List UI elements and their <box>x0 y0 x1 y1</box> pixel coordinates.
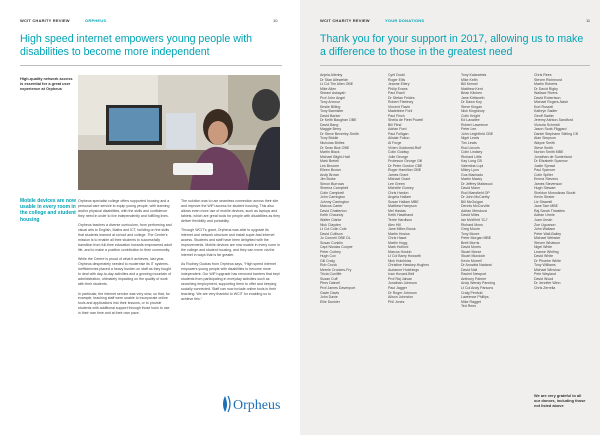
donor-name: Mel Hastas <box>388 208 406 213</box>
donor-name: David White <box>534 254 554 259</box>
donor-name: David Mann <box>461 186 480 191</box>
donor-name: Chris Rees <box>534 73 552 77</box>
donor-name: Dr Peter Gordon CBE <box>388 163 423 168</box>
donor-name: Gill Craig <box>320 258 335 263</box>
donor-name: Gus Machado <box>461 172 484 177</box>
donor-name: Martin Macky <box>461 177 483 182</box>
donor-name: Merele Crookes-Fry <box>320 267 352 272</box>
right-page-title: Thank you for your support in 2017, allowing us to make a difference to those in the greatest need <box>320 33 584 58</box>
donor-name: Al Forge <box>388 140 402 145</box>
donor-name: Shirani Askayah <box>320 91 346 96</box>
donor-name: Jonathan de Sunterland <box>534 154 572 159</box>
donor-name: Johnny Carrington <box>320 199 349 204</box>
donor-name: Hugh Cox <box>320 254 336 259</box>
donor-name: Juan Urnah <box>534 218 553 222</box>
orpheus-logo-text: Orpheus <box>233 398 281 413</box>
donor-name: Dr Phoebe White <box>534 258 562 263</box>
donor-name: Raj Sarah Thwaites <box>534 208 565 213</box>
donor-name: Ivan Hovard-Bell <box>388 272 415 277</box>
donor-name: Dr Jennifer Winn <box>534 281 561 286</box>
donor-name: Colin Goldwy <box>388 150 409 155</box>
donor-name: Mikey Lyon <box>461 168 479 173</box>
donor-name: Tony Bannister <box>320 109 344 114</box>
donor-name: John Carrington <box>320 195 346 200</box>
classroom-photo-illustration <box>78 75 280 190</box>
donor-name: Lt Col Tim Allen OBE <box>320 82 354 87</box>
donor-name: Chris Zerrella <box>534 285 556 290</box>
donor-name: Jeremy Ashton-Sandford <box>534 118 574 123</box>
donor-name: Prof John Angel <box>320 95 346 100</box>
donor-name: Peter Morgan MBE <box>461 236 492 241</box>
donor-name: Nigel White <box>534 245 553 250</box>
donor-name: Sheldon Moroslinas Stoutt <box>534 190 576 195</box>
donor-name: David Collison <box>320 231 343 236</box>
donor-name: Hugh Stewart <box>534 186 556 191</box>
donor-name: Colin Spiller <box>534 172 553 177</box>
donor-name: Lawrence Phillips <box>461 295 489 300</box>
left-title-rule <box>20 65 282 66</box>
donor-name: David Wood <box>534 276 554 281</box>
donor-name: Peter Wall-Bailey <box>534 231 562 236</box>
donor-name: Leanne Whiting <box>534 249 559 254</box>
donor-name: Terrie Hardison <box>388 218 413 222</box>
donor-name: Paul Jagger <box>388 285 407 290</box>
donor-name: Jane Tam MBE <box>534 204 558 209</box>
donor-name: Michael Rogers-Nash <box>534 100 569 105</box>
donor-name: Emma Stevens <box>534 177 559 182</box>
donor-name: Colin Knight <box>461 113 481 118</box>
donor-name: Daniel Stephane Stirling CB <box>534 131 578 136</box>
donor-name: Paul Ewell <box>388 91 405 96</box>
donor-name: Tim Lewis <box>461 140 477 145</box>
donor-name: Brett Morris <box>461 240 480 245</box>
donor-name: Susan Hallam MBE <box>388 199 419 204</box>
donor-name: Peter Lee <box>461 127 477 132</box>
donor-name: Mike Allen <box>320 86 337 91</box>
donor-name: Anthony Palmer <box>461 276 487 281</box>
left-col1-paragraph: Orpheus teaches a diverse curriculum, from performing and visual arts to English, Maths and ICT, building on the skills that students learned at school and college. The Centre's mission is to enable all their students to successfully transition from full-time education towards empowered adult life, and to make a positive contribution to their community. <box>78 223 172 252</box>
donor-name: David Chatterton <box>320 208 347 213</box>
donor-name: Andy Brown <box>320 172 340 177</box>
donor-list-column-3 <box>461 73 495 309</box>
donor-name: Keith Chaundy <box>320 213 344 218</box>
donor-name: Mike Keith <box>461 77 478 82</box>
left-header <box>20 18 106 23</box>
donor-name: Steven Richmond <box>534 77 562 82</box>
donor-name: Wayne Smith <box>534 140 555 145</box>
donor-name: Aurianne Hutchings <box>388 267 419 272</box>
right-page-number: 11 <box>586 18 591 23</box>
donor-name: Michael Blight-Hatt <box>320 154 350 159</box>
donor-name: Greg Moore <box>461 227 480 232</box>
donor-name: Jane Miller-Brook <box>388 227 416 232</box>
donor-name: Martin Black <box>320 150 340 155</box>
donor-name: Chris Hanlon <box>388 190 409 195</box>
donor-name: Ed Lavallee <box>461 118 480 123</box>
donor-name: Nigel Lewis <box>461 136 480 141</box>
donor-name: Mark Bretell <box>320 159 339 164</box>
donor-name: Nick Hotchkiss <box>388 258 412 263</box>
donor-list-column-4 <box>534 73 578 291</box>
classroom-photo <box>78 75 280 190</box>
donor-name: Valentina Lupi <box>461 163 484 168</box>
donor-name: Kirstie Billing <box>320 104 341 109</box>
donor-name: Bill Kennel <box>461 82 478 87</box>
donor-name: Bill McGuigan <box>461 199 483 204</box>
donor-name: Christine Hawkey-Hughes <box>388 263 430 268</box>
donor-name: Jonathan Johnson <box>388 281 417 286</box>
donor-name: Marcus Hoskin <box>388 249 412 254</box>
right-org-label: WCIT CHARITY REVIEW <box>320 18 370 23</box>
donor-name: Matthew Harryson <box>388 204 417 209</box>
donor-name: Jane Kirtlworth <box>461 95 485 100</box>
donor-name: James Stevenson <box>534 181 563 186</box>
donor-name: Sheena Campbell <box>320 186 349 191</box>
right-page <box>300 0 600 435</box>
donor-name: John Davie <box>320 295 338 300</box>
donor-name: Jo Connell OBE DL <box>320 236 351 241</box>
donor-name: Dr Roger Johnson <box>388 290 417 295</box>
donor-name: David Miles <box>461 213 480 218</box>
donor-name: Kurt Rossell <box>534 104 554 109</box>
donor-name: Adrian Mendoza <box>461 208 487 213</box>
donor-name: Dr John McCarthy <box>461 195 490 200</box>
donor-name: Philip Evans <box>388 86 408 91</box>
donor-name: Geoff Sadler <box>534 113 554 118</box>
donor-name: Chris Hawd <box>388 236 407 241</box>
donor-name: Rachel Newport <box>461 272 487 277</box>
donor-name: Gavin Davis <box>320 290 340 295</box>
donor-name: Steve Kingan <box>461 104 483 109</box>
donor-name: Lt Col Colin Cole <box>320 227 347 232</box>
donor-name: Les Broome <box>320 163 340 168</box>
donor-name: Robert Lawrence <box>461 122 489 127</box>
left-page-number: 10 <box>273 18 278 23</box>
donor-name: Wallace Rivers <box>534 91 558 96</box>
donor-name: Paul Fulligan <box>388 131 409 136</box>
donor-name: Rod Lincoln <box>461 145 480 150</box>
donor-name: Rob Crook <box>320 263 337 268</box>
left-col2-paragraph: Through WCIT's grant, Orpheus was able to upgrade its internet and network structure and install super-fast internet access. Students and staff have been delighted with the improvements. Mobile devices are now usable in every room in the college and student housing, and they can move via the internet in ways that is far greater. <box>181 228 280 257</box>
donor-name: Michael Webster <box>534 236 561 241</box>
donor-name: Dr Stefan Feldes <box>388 95 415 100</box>
donor-name: Martin Hosius <box>388 231 410 236</box>
donor-name: David Barker <box>320 113 341 118</box>
left-col1-paragraph: Orpheus specialist college offers supported housing and a personal care service to equip young people, with learning and/or physical disabilities, with the skills and confidence they need in order to live independently and fulfilling lives. <box>78 199 170 218</box>
left-col2-paragraph: The solution was to use seamless connection across their site and improve the WiFi access for student housing. This also allows even more use of mobile devices, such as laptops and tablets, which are great tools for people with disabilities as they deliver flexibility and portability. <box>181 199 280 223</box>
donor-name: Stuart Morse <box>461 249 482 254</box>
donor-name: Dr Elizabeth Sparrow <box>534 159 568 164</box>
donor-name: Angela Hallam <box>388 195 412 200</box>
donor-name: Martin Hogg <box>388 240 408 245</box>
left-body-column-2 <box>181 199 281 306</box>
donor-name: Vivien Goldsmid-Ruff <box>388 145 422 150</box>
donor-name: Zoe Ugoanon <box>534 222 556 227</box>
left-page-title: High speed internet empowers young people with disabilities to become more independent <box>20 33 253 58</box>
donor-name: Colin Campbell <box>320 190 345 195</box>
donor-name: Dr Dawn Koy <box>461 100 482 105</box>
donor-name: Sheila de Fleet Powell <box>388 118 424 123</box>
donor-name: Adrian Ford <box>388 127 407 132</box>
donor-name: Professor George Gill <box>388 159 423 164</box>
donor-name: Steven Whatson <box>534 240 561 245</box>
donor-name: Martin Roberts <box>534 82 558 87</box>
donor-name: Norton Smith MBE <box>534 150 564 155</box>
donor-name: Lt Col Andy Parsons <box>461 285 494 290</box>
donor-name: Adrian Urmie <box>534 213 555 218</box>
donor-name: Walter Clarke <box>320 218 342 222</box>
left-pullquote: Mobile devices are now usable in every room in the college and student housing <box>20 198 76 223</box>
donor-name: Alison Johnston <box>388 295 414 300</box>
donor-name: Jason Scott-Fliggard <box>534 127 567 132</box>
donor-name: Pete Wayland <box>534 272 556 277</box>
donor-name: Madeleine Fohl <box>388 109 413 114</box>
donor-name: Cyril Dodd <box>388 73 405 77</box>
right-header <box>320 18 424 23</box>
donor-name: David Nall <box>461 267 478 272</box>
donor-name: Tony Moore <box>461 231 480 236</box>
donor-name: Lee Green <box>388 181 405 186</box>
donor-list-column-1 <box>320 73 359 304</box>
donor-note: We are very grateful to all our donors, including those not listed above <box>534 393 586 409</box>
donor-name: Dr David Rigby <box>534 86 558 91</box>
donor-name: Susan Conklin <box>320 240 343 245</box>
donor-name: Tony Biddle <box>320 136 339 141</box>
donor-name: Dennis McCorville <box>461 204 490 209</box>
donor-name: Dr Keith Baughan OBE <box>320 118 357 123</box>
donor-name: Dr Stan Allewelde <box>320 77 348 82</box>
donor-name: Alan Simpson <box>534 136 556 141</box>
donor-name: Anjela Allenby <box>320 73 343 77</box>
donor-name: Paul Finch <box>388 113 405 118</box>
donor-name: Jim Burke <box>320 177 336 182</box>
donor-name: Lt Col Barry Howarth <box>388 254 421 259</box>
left-section-label: ORPHEUS <box>85 18 107 23</box>
donor-name: Michelle Gurney <box>388 186 414 191</box>
donor-name: Mike Ragget <box>461 299 481 304</box>
donor-name: Stuart Murdoch <box>461 254 486 259</box>
left-org-label: WCIT CHARITY REVIEW <box>20 18 70 23</box>
donor-name: Tony Kalaratmis <box>461 73 487 77</box>
donor-name: Eileen Brown <box>320 168 341 173</box>
donor-name: Susan Cuff <box>320 276 338 281</box>
donor-name: Ellie Dunkler <box>320 299 340 304</box>
donor-name: Tony Armour <box>320 100 340 105</box>
left-col1-paragraph: In particular, the internet service was very slow, so that, for example, teaching staff were unable to incorporate online tools and applications into their lessons, or to provide students with additional support through those tools to use in their own time and at their own pace. <box>78 291 170 316</box>
donor-name: Colin Lindsey <box>461 150 483 155</box>
donor-name: Michael Grant <box>388 177 411 182</box>
donor-name: David Robertson <box>534 95 561 100</box>
donor-name: Dr Anowita Nadarai <box>461 263 492 268</box>
donor-name: Kay Long CB <box>461 159 482 164</box>
donor-name: Roger Ellis <box>388 77 406 82</box>
donor-name: Dr Jeffrey Maltwood <box>461 181 493 186</box>
donor-name: Brian Kitchen <box>461 91 483 96</box>
donor-name: Julie George <box>388 154 409 159</box>
donor-name: Tony Williams <box>534 263 556 268</box>
donor-name: Maggie Berry <box>320 127 342 132</box>
orpheus-logo <box>219 392 284 416</box>
donor-name: Kevin Strater <box>534 195 555 200</box>
donor-name: Matthew Kent <box>461 86 483 91</box>
donor-name: Nick Kingsbury <box>461 109 485 114</box>
donor-name: Richard Mons <box>461 222 483 227</box>
donor-name: Jeanne Ellery <box>388 82 410 87</box>
donor-name: Tricia Cunliffe <box>320 272 342 277</box>
donor-name: David Bang <box>320 122 339 127</box>
donor-name: Craig Penfold <box>461 290 483 295</box>
donor-name: Andy Wendy Panning <box>461 281 496 286</box>
donor-name: Alistair Fulton <box>388 136 410 141</box>
donor-name: James Grant <box>388 172 409 177</box>
donor-name: Nicholas Birtles <box>320 140 345 145</box>
donor-name: Dr Sean Bick OBE <box>320 145 350 150</box>
donor-name: Keith Hawthand <box>388 213 414 218</box>
donor-name: Kathryn Sadler <box>534 109 558 114</box>
donor-name: Simon Burrows <box>320 181 345 186</box>
donor-name: Rod Mansfield OP <box>461 190 490 195</box>
donor-name: Prof Raj Jaivan <box>388 276 413 281</box>
left-body-column-1 <box>78 199 172 321</box>
donor-list-column-2 <box>388 73 429 304</box>
right-title-rule <box>320 65 590 66</box>
donor-name: Justin Sprawl <box>534 163 556 168</box>
donor-name: Nick Clayden <box>320 222 341 227</box>
donor-name: Prof James Davenport <box>320 285 356 290</box>
donor-name: Alex Hill <box>388 222 401 227</box>
donor-name: Piers Dalnell <box>320 281 340 286</box>
donor-name: Phil Jones <box>388 299 405 304</box>
donor-name: Roger Hamilton OBE <box>388 168 422 173</box>
donor-name: David Morris <box>461 245 481 250</box>
donor-name: Capt Nicolas Cooper <box>320 245 353 250</box>
left-col2-paragraph: As Rodney Gudras from Orpheus says, "High speed internet empowers young people with disabilities to become more independent. Our WiFi upgrade has removed barriers that kept students from participating in everyday activities such as searching employment, supporting them to offer and keeping socially connected. Staff can now include online tools in their teaching. We are very thankful to WCIT for enabling us to achieve this." <box>181 262 280 301</box>
donor-name: Peter Corbey <box>320 249 341 254</box>
donor-name: Kevin Murrell <box>461 258 482 263</box>
donor-name: Vincent Flavin <box>388 104 411 109</box>
orpheus-logo-mark <box>219 392 284 416</box>
left-col1-paragraph: While the Centre is proud of what it achieves, last year, Orpheus desperately needed to modernise its IT systems. Inefficiencies placed a heavy burden on staff as they fought to deal with day-to-day activities and a growing mountain of administration, ultimately impacting on the quality of work with their students. <box>78 257 172 286</box>
donor-name: Ian McWhirt 'ICJ' <box>461 218 488 222</box>
left-intro: High-quality network access is essential for a great user experience at Orpheus <box>20 76 73 92</box>
donor-name: Bill Flind <box>388 122 402 127</box>
donor-name: Robert Fleetney <box>388 100 414 105</box>
donor-name: Mark Holford <box>388 245 409 250</box>
donor-name: Marcus Carter <box>320 204 343 209</box>
donor-name: Ted Rees <box>461 304 476 309</box>
donor-name: Steve Smith <box>534 145 554 150</box>
donor-name: Dr Steve Beverley-Smith <box>320 131 359 136</box>
donor-name: Victoria Schmidt <box>534 122 560 127</box>
donor-name: Paul Spencer <box>534 168 556 173</box>
donor-name: Richard Little <box>461 154 482 159</box>
right-section-label: YOUR DONATIONS <box>385 18 425 23</box>
donor-name: Liz Strawell <box>534 199 553 204</box>
donor-name: John Leighfield CBE <box>461 131 494 136</box>
donor-name: Michael Winslow <box>534 267 561 272</box>
donor-name: John Wallace <box>534 227 556 232</box>
